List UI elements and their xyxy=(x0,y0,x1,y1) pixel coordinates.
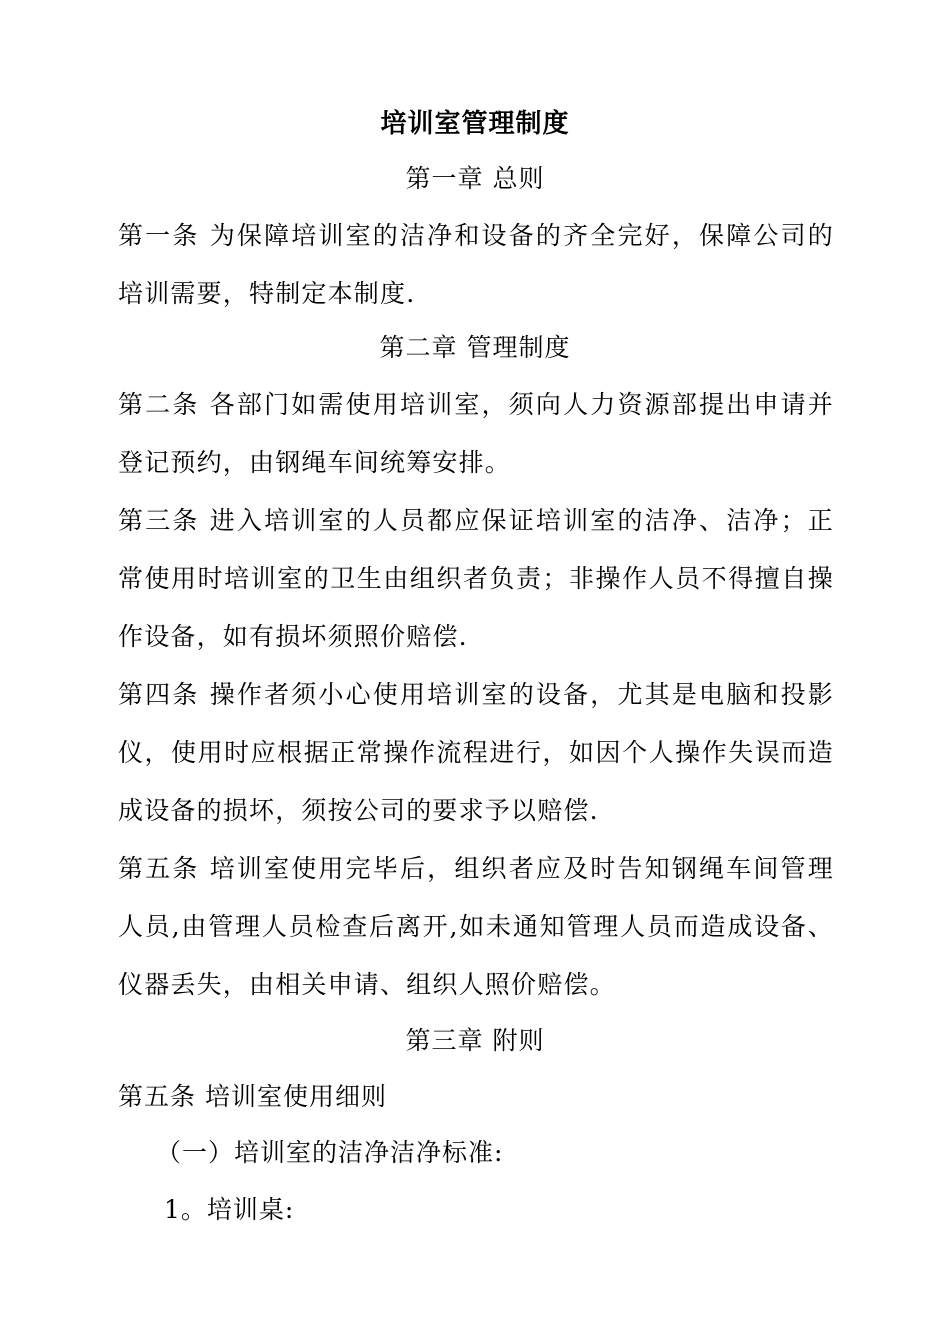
article-1: 第一条 为保障培训室的洁净和设备的齐全完好，保障公司的培训需要，特制定本制度. xyxy=(118,221,834,308)
section-1-heading: （一）培训室的洁净洁净标准: xyxy=(156,1138,504,1167)
document-title: 培训室管理制度 xyxy=(380,109,570,139)
chapter-1-heading: 第一章 总则 xyxy=(405,164,545,193)
article-5-detail-title: 第五条 培训室使用细则 xyxy=(118,1082,387,1111)
article-5: 第五条 培训室使用完毕后，组织者应及时告知钢绳车间管理人员,由管理人员检查后离开,如未通知管理人员而造成设备、仪器丢失，由相关申请、组织人照价赔偿。 xyxy=(118,854,834,999)
chapter-3-heading: 第三章 附则 xyxy=(405,1026,545,1055)
article-2: 第二条 各部门如需使用培训室，须向人力资源部提出申请并登记预约，由钢绳车间统筹安排。 xyxy=(118,390,834,477)
list-item-1: 1。培训桌: xyxy=(164,1195,295,1224)
article-3: 第三条 进入培训室的人员都应保证培训室的洁净、洁净；正常使用时培训室的卫生由组织者负责；非操作人员不得擅自操作设备，如有损坏须照价赔偿. xyxy=(118,506,834,651)
chapter-2-heading: 第二章 管理制度 xyxy=(379,333,571,362)
article-4: 第四条 操作者须小心使用培训室的设备，尤其是电脑和投影仪，使用时应根据正常操作流程进行，如因个人操作失误而造成设备的损坏，须按公司的要求予以赔偿. xyxy=(118,680,834,825)
